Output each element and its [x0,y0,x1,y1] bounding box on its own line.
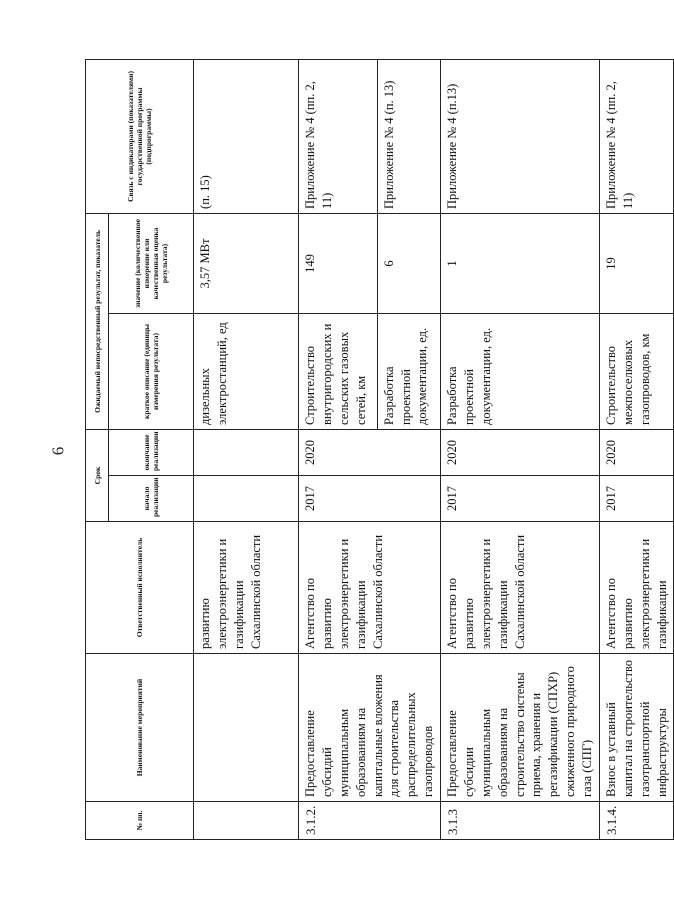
table-row [299,59,378,839]
header-link: Связь с индикаторами (показателями) государственной программы (подпрограммы) [86,59,194,213]
cell-desc: Разработка проектной документации, ед. [441,313,600,429]
measures-table [85,59,674,840]
table-row [441,59,600,839]
cell-desc: Строительство межпоселковых газопроводов, км [599,313,674,429]
cell-end [194,429,299,475]
rotated-table-sheet [85,60,669,840]
table-row [599,59,674,839]
header-executor: Ответственный исполнитель [86,522,194,654]
header-term: Срок [86,429,109,521]
table-row [194,59,299,839]
cell-link: Приложение № 4 (п. 13) [377,59,440,213]
cell-name: Предоставление субсидии муниципальным образованиям на строительство системы приема, хранения и регазификации (СПХР) сжиженного природного газа (СПГ) [441,654,600,802]
cell-start [194,476,299,522]
cell-desc: Разработка проектной документации, ед. [377,313,440,429]
cell-num [194,802,299,840]
header-term-end: окончание реализации [109,429,194,475]
cell-end: 2020 [599,429,674,475]
cell-end: 2020 [441,429,600,475]
cell-name [194,654,299,802]
header-result: Ожидаемый непосредственный результат, показатель [86,213,109,429]
cell-desc: Строительство внутригородских и сельских газовых сетей, км [299,313,378,429]
cell-value: 3,57 МВт [194,213,299,313]
cell-num: 3.1.3 [441,802,600,840]
cell-link: (п. 15) [194,59,299,213]
cell-start: 2017 [441,476,600,522]
cell-executor: Агентство по развитию электроэнергетики и газификации Сахалинской области [441,522,600,654]
header-result-desc: краткое описание (единицы измерения результата) [109,313,194,429]
header-result-value: значение (количественное измерение или качественная оценка результата) [109,213,194,313]
header-num: № пп. [86,802,194,840]
cell-name: Взнос в уставный капитал на строительство газотранспортной инфраструктуры [599,654,674,802]
cell-link: Приложение № 4 (п.13) [441,59,600,213]
cell-desc: дизельных электростанций, ед [194,313,299,429]
cell-value: 149 [299,213,378,313]
cell-num: 3.1.4. [599,802,674,840]
cell-executor: развитию электроэнергетики и газификации Сахалинской области [194,522,299,654]
cell-value: 19 [599,213,674,313]
header-term-start: начало реализации [109,476,194,522]
cell-executor: Агентство по развитию электроэнергетики и газификации Сахалинской области [299,522,441,654]
header-row-1 [86,59,109,839]
cell-start: 2017 [599,476,674,522]
cell-num: 3.1.2. [299,802,441,840]
cell-value: 1 [441,213,600,313]
cell-executor: Агентство по развитию электроэнергетики и газификации [599,522,674,654]
page-number: 6 [48,446,68,456]
cell-start: 2017 [299,476,441,522]
cell-value: 6 [377,213,440,313]
cell-end: 2020 [299,429,441,475]
header-name: Наименование мероприятий [86,654,194,802]
cell-link: Приложение № 4 (пп. 2, 11) [599,59,674,213]
cell-link: Приложение № 4 (пп. 2, 11) [299,59,378,213]
cell-name: Предоставление субсидий муниципальным образованиям на капитальные вложения для строительства распределительных газопроводов [299,654,441,802]
